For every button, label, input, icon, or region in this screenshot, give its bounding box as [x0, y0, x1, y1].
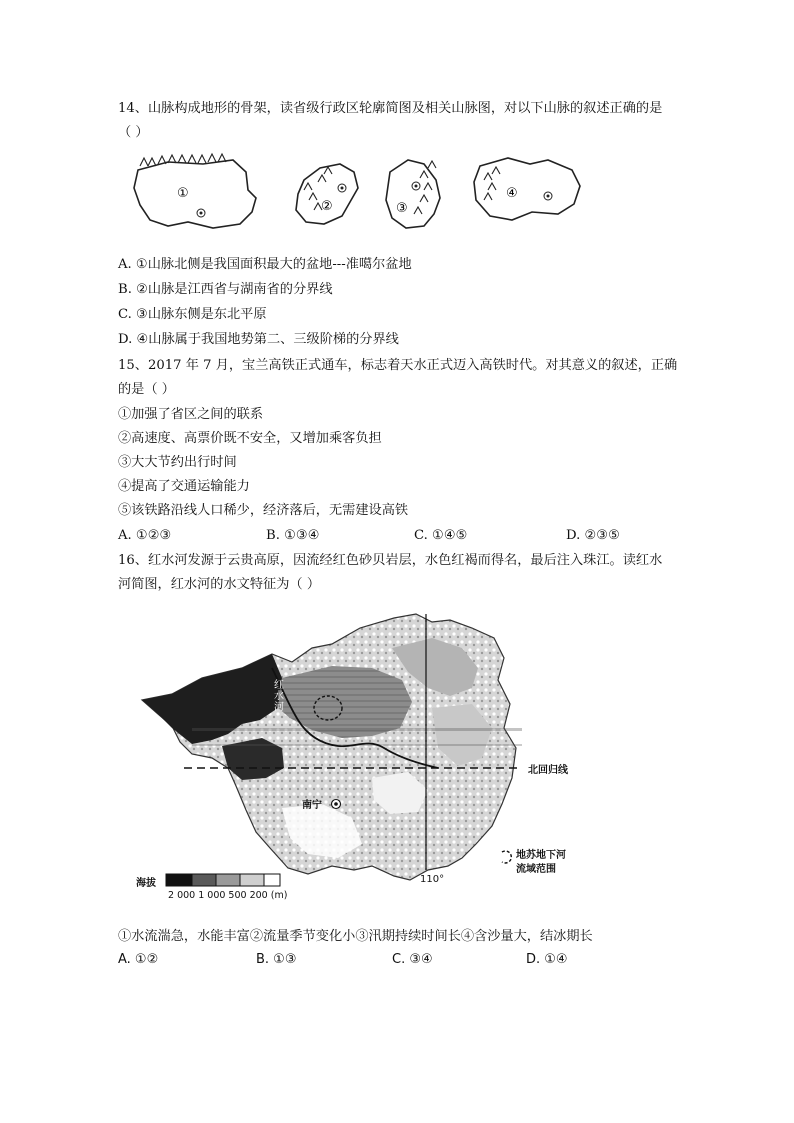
elevation-title: 海拔: [136, 878, 156, 889]
map-label-3: ③: [396, 201, 408, 216]
province-3-outline: [386, 160, 440, 228]
karst-legend-symbol-icon: [502, 851, 511, 863]
karst-legend-line1: 地苏地下河: [516, 850, 566, 861]
elevation-scale-bar: [166, 874, 280, 886]
q14-option-b: B. ②山脉是江西省与湖南省的分界线: [118, 282, 333, 297]
mountain-icon: [484, 167, 500, 200]
map-label-1: ①: [177, 186, 189, 201]
q16-option-d: D. ①④: [526, 952, 568, 967]
elevation-values: 2 000 1 000 500 200 (m): [168, 890, 288, 901]
q14-option-d: D. ④山脉属于我国地势第二、三级阶梯的分界线: [118, 332, 399, 347]
hongshui-river-map: [132, 608, 572, 908]
province-4-outline: [474, 158, 580, 220]
q15-item-2: ②高速度、高票价既不安全，又增加乘客负担: [118, 431, 382, 446]
q15-option-d: D. ②③⑤: [566, 528, 620, 543]
meridian-label: 110°: [420, 874, 445, 885]
q14-stem: 14、山脉构成地形的骨架，读省级行政区轮廓简图及相关山脉图，对以下山脉的叙述正确的是: [118, 101, 663, 116]
q15-option-a: A. ①②③: [118, 528, 172, 543]
q14-province-outline-figure: [128, 150, 598, 240]
q16-option-b: B. ①③: [256, 952, 297, 967]
hongshui-map-graphic: [132, 608, 572, 908]
q14-option-a: A. ①山脉北侧是我国面积最大的盆地---准噶尔盆地: [118, 257, 412, 272]
map-label-4: ④: [506, 186, 518, 201]
mountain-icon: [414, 161, 436, 214]
map-label-2: ②: [321, 199, 333, 214]
q16-stem-line2: 河简图，红水河的水文特征为（ ）: [118, 577, 321, 592]
tropic-label: 北回归线: [528, 765, 568, 776]
q15-item-4: ④提高了交通运输能力: [118, 479, 250, 494]
q15-option-b: B. ①③④: [266, 528, 320, 543]
q16-option-c: C. ③④: [392, 952, 433, 967]
q16-items: ①水流湍急，水能丰富②流量季节变化小③汛期持续时间长④含沙量大，结冰期长: [118, 929, 593, 944]
q15-item-1: ①加强了省区之间的联系: [118, 407, 264, 422]
mountain-icon: [140, 154, 226, 166]
city-label-nanning: 南宁: [302, 800, 322, 811]
q15-stem-line1: 15、2017 年 7 月，宝兰高铁正式通车，标志着天水正式迈入高铁时代。对其意义的叙述，正确: [118, 358, 678, 373]
q15-item-5: ⑤该铁路沿线人口稀少，经济落后，无需建设高铁: [118, 503, 409, 518]
province-2-outline: [296, 164, 358, 224]
q14-option-c: C. ③山脉东侧是东北平原: [118, 307, 267, 322]
q16-stem-line1: 16、红水河发源于云贵高原，因流经红色砂贝岩层，水色红褐而得名，最后注入珠江。读红水: [118, 553, 663, 568]
karst-legend-line2: 流域范围: [516, 864, 556, 875]
q16-option-a: A. ①②: [118, 952, 159, 967]
river-label: 红水河: [274, 680, 284, 713]
province-1-outline: [134, 154, 256, 228]
q15-item-3: ③大大节约出行时间: [118, 455, 237, 470]
q15-option-c: C. ①④⑤: [414, 528, 468, 543]
q15-stem-line2: 的是（ ）: [118, 382, 175, 397]
q14-answer-paren: （ ）: [118, 125, 149, 140]
